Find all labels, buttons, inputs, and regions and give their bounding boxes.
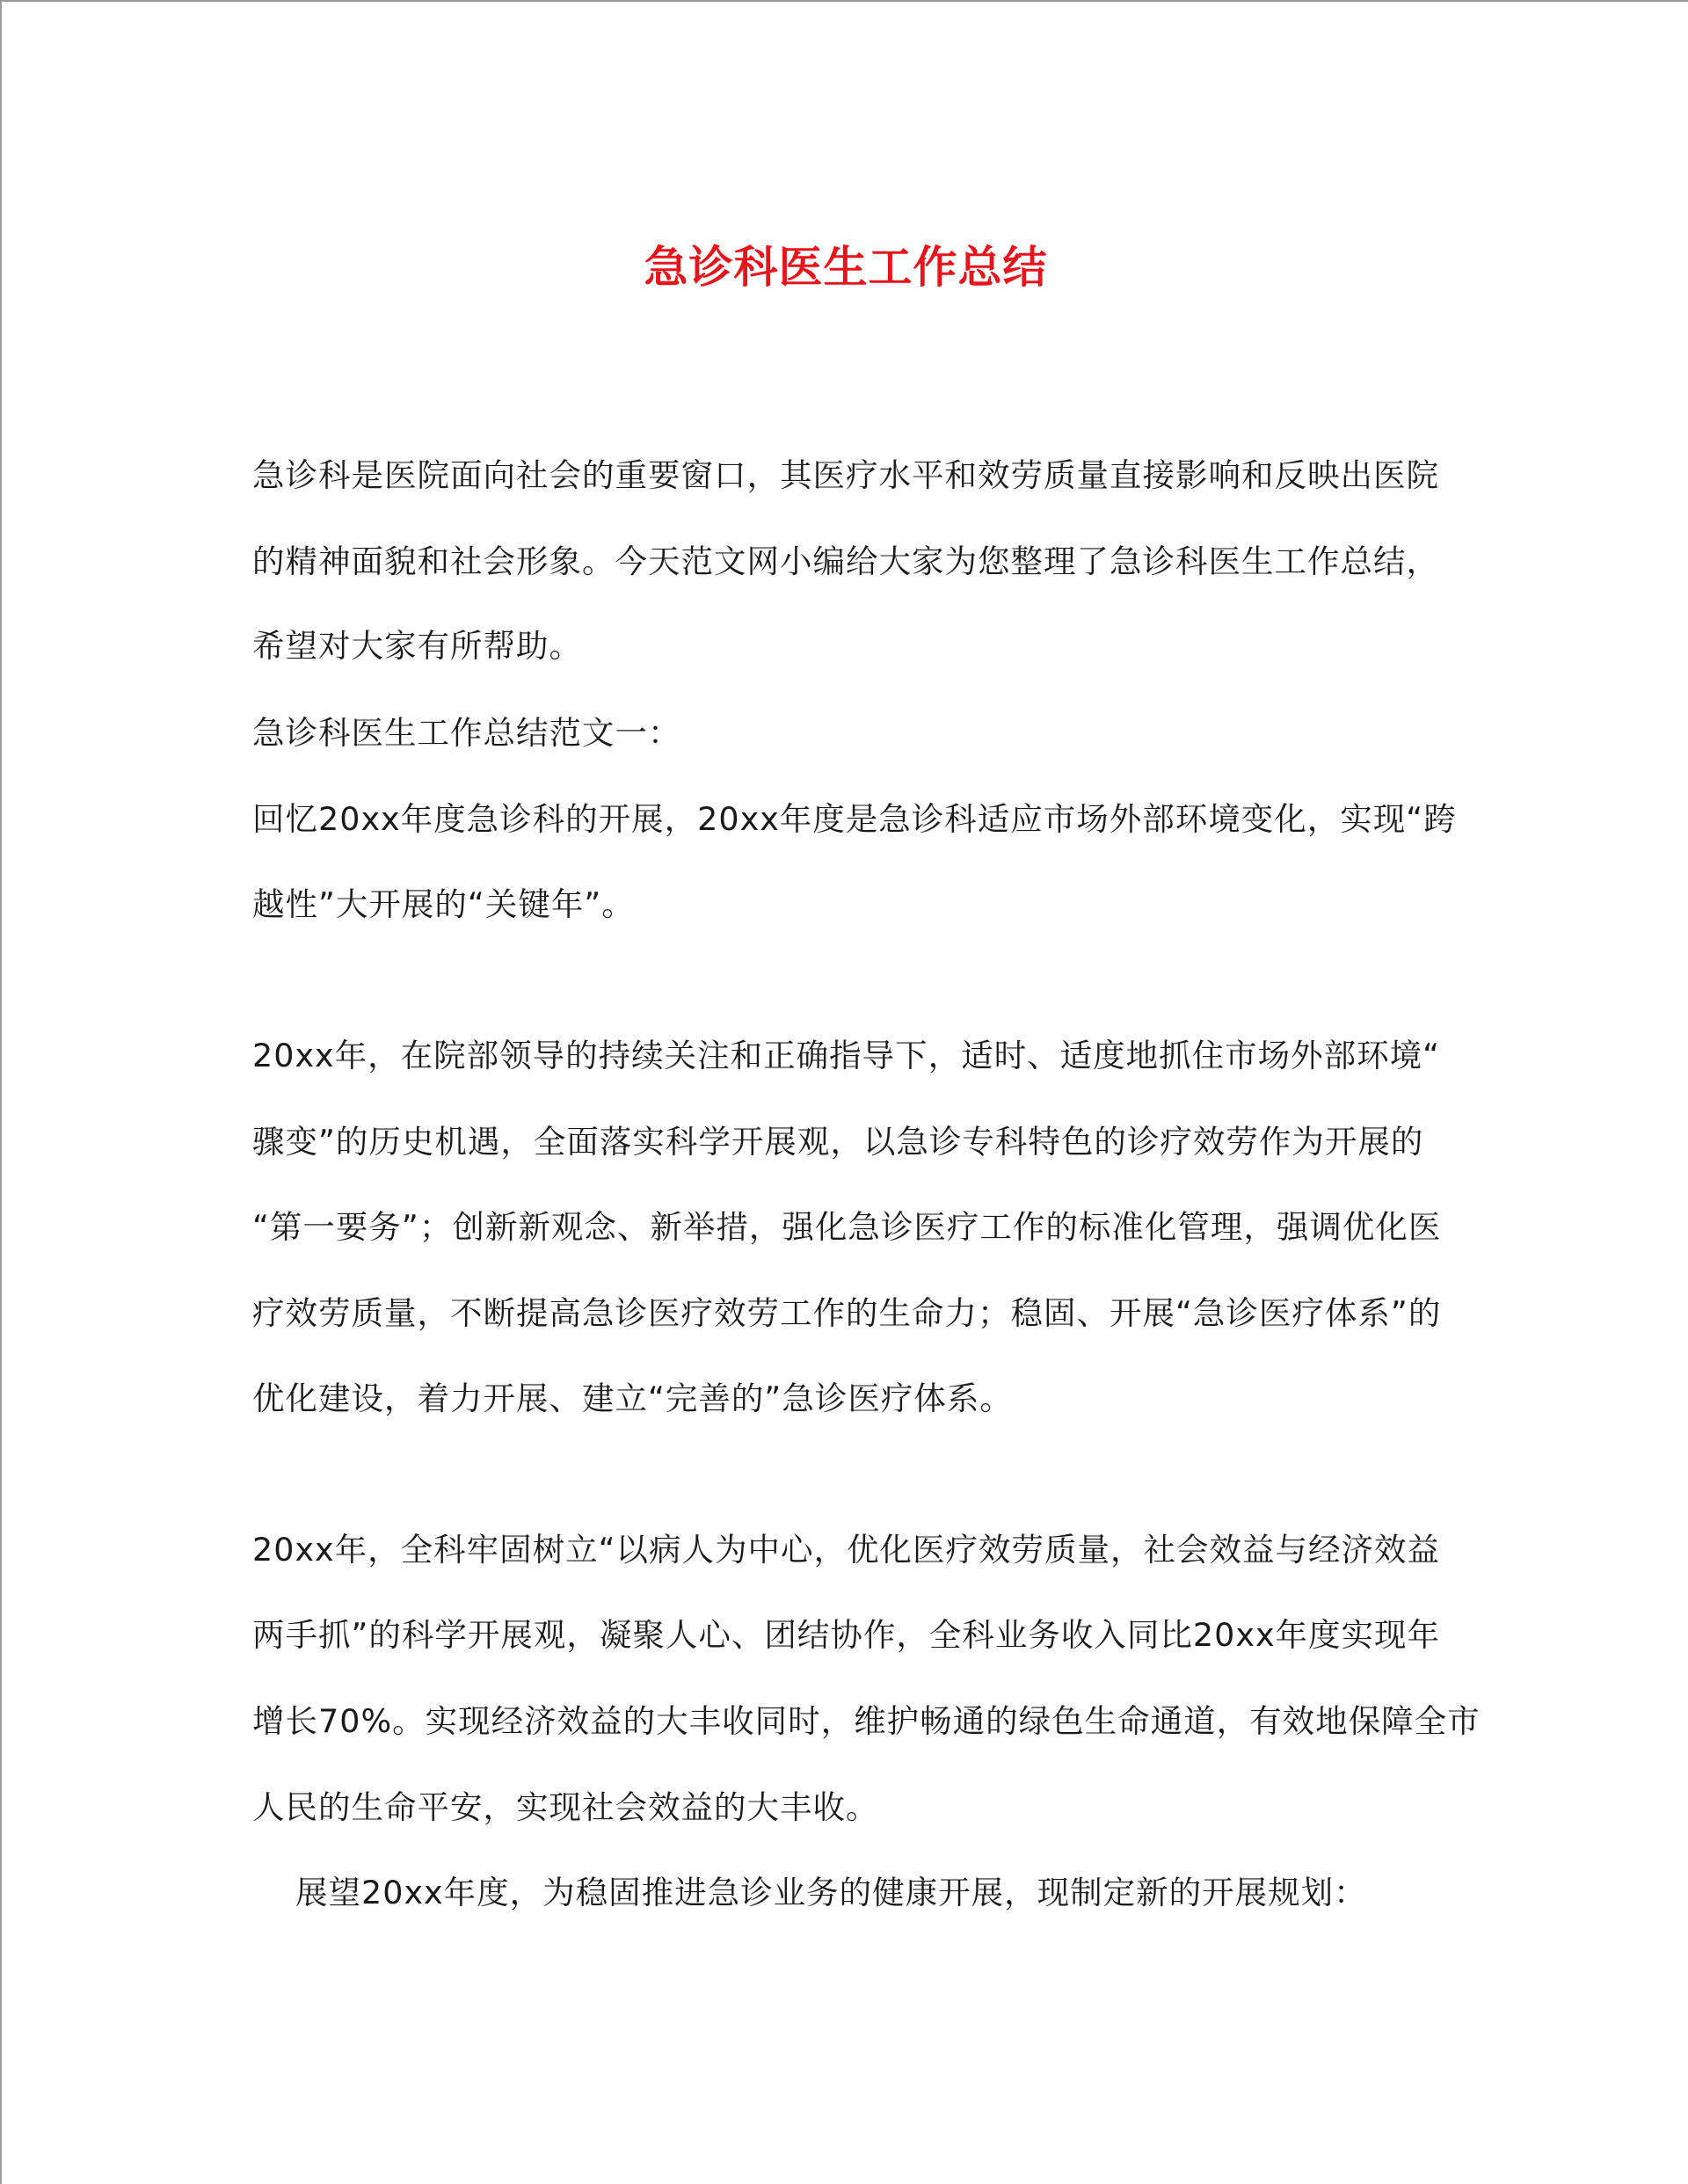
text-line: 疗效劳质量，不断提高急诊医疗效劳工作的生命力；稳固、开展“急诊医疗体系”的 (252, 1294, 1442, 1332)
text-line: “第一要务”；创新新观念、新举措，强化急诊医疗工作的标准化管理，强调优化医 (252, 1208, 1442, 1246)
text-line: 的精神面貌和社会形象。今天范文网小编给大家为您整理了急诊科医生工作总结， (252, 542, 1439, 580)
document-title: 急诊科医生工作总结 (644, 242, 1048, 293)
text-line: 回忆20xx年度急诊科的开展，20xx年度是急诊科适应市场外部环境变化，实现“跨 (252, 800, 1457, 838)
text-line: 骤变”的历史机遇，全面落实科学开展观，以急诊专科特色的诊疗效劳作为开展的 (252, 1123, 1424, 1161)
text-line: 展望20xx年度，为稳固推进急诊业务的健康开展，现制定新的开展规划： (295, 1874, 1367, 1911)
text-line: 急诊科医生工作总结范文一： (252, 714, 681, 752)
text-line: 急诊科是医院面向社会的重要窗口，其医疗水平和效劳质量直接影响和反映出医院 (252, 456, 1439, 494)
text-line: 20xx年，在院部领导的持续关注和正确指导下，适时、适度地抓住市场外部环境“ (252, 1037, 1441, 1074)
text-line: 人民的生命平安，实现社会效益的大丰收。 (252, 1788, 879, 1826)
text-line: 希望对大家有所帮助。 (252, 627, 582, 665)
text-line: 越性”大开展的“关键年”。 (252, 885, 635, 923)
text-line: 20xx年，全科牢固树立“以病人为中心，优化医疗效劳质量，社会效益与经济效益 (252, 1531, 1441, 1569)
text-line: 增长70%。实现经济效益的大丰收同时，维护畅通的绿色生命通道，有效地保障全市 (252, 1702, 1481, 1740)
text-line: 两手抓”的科学开展观，凝聚人心、团结协作，全科业务收入同比20xx年度实现年 (252, 1616, 1441, 1654)
text-line: 优化建设，着力开展、建立“完善的”急诊医疗体系。 (252, 1380, 1013, 1417)
